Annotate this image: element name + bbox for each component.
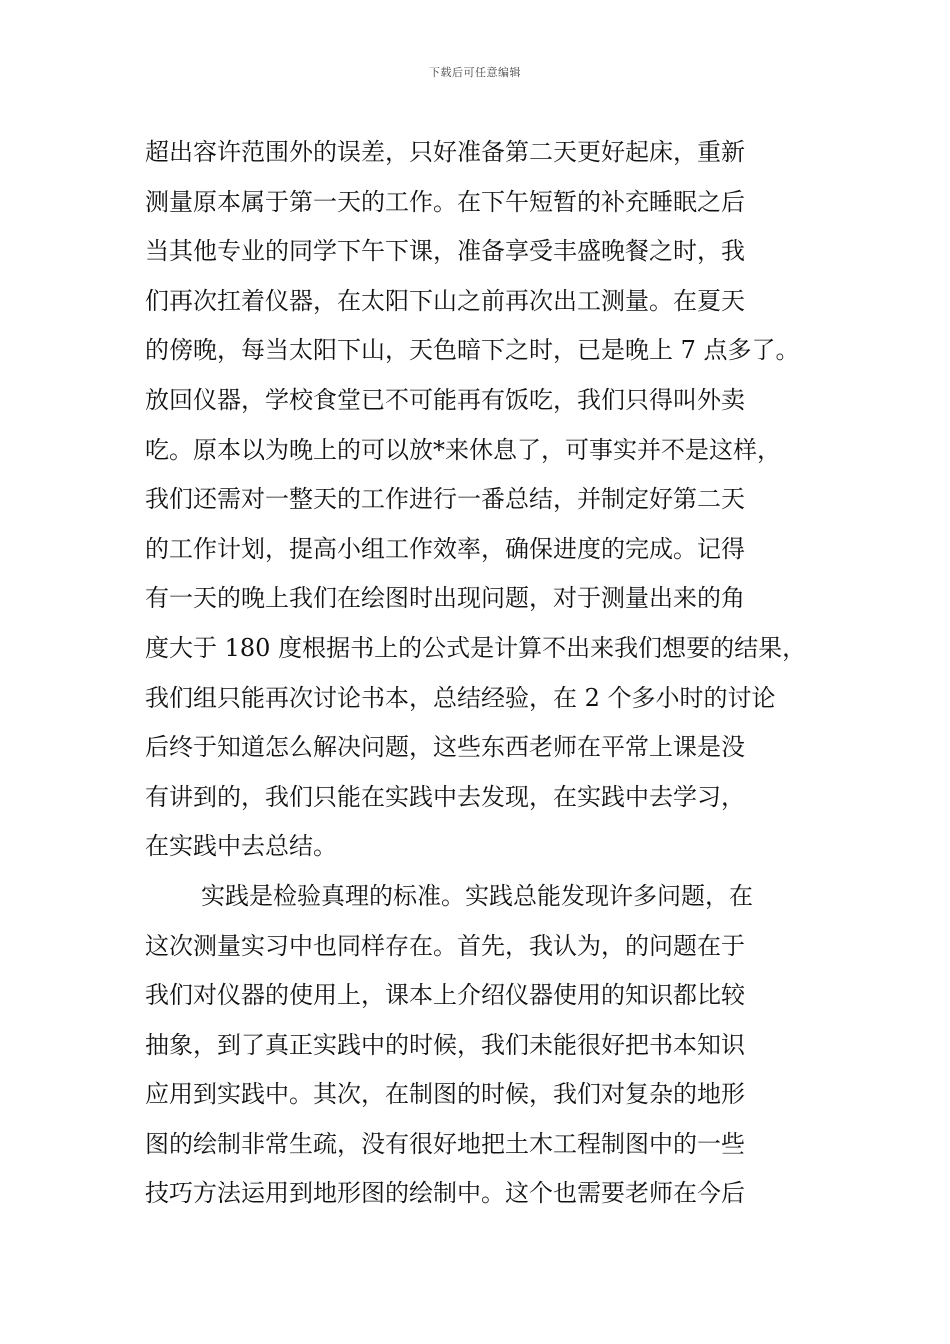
paragraph-1: [145, 128, 815, 872]
text-line: 当其他专业的同学下午下课，准备享受丰盛晚餐之时，我: [145, 237, 745, 266]
text-line: 图的绘制非常生疏，没有很好地把土木工程制图中的一些: [145, 1129, 745, 1158]
text-line: 在实践中去总结。: [145, 832, 337, 861]
text-line: 度大于 180 度根据书上的公式是计算不出来我们想要的结果，: [145, 633, 807, 662]
text-line: 我们还需对一整天的工作进行一番总结，并制定好第二天: [145, 485, 745, 514]
text-line: 测量原本属于第一天的工作。在下午短暂的补充睡眠之后: [145, 187, 745, 216]
text-line: 技巧方法运用到地形图的绘制中。这个也需要老师在今后: [145, 1179, 745, 1208]
text-line: 抽象，到了真正实践中的时候，我们未能很好把书本知识: [145, 1030, 745, 1059]
text-line: 我们对仪器的使用上，课本上介绍仪器使用的知识都比较: [145, 981, 745, 1010]
text-line: 后终于知道怎么解决问题，这些东西老师在平常上课是没: [145, 733, 745, 762]
text-line: 放回仪器，学校食堂已不可能再有饭吃，我们只得叫外卖: [145, 385, 745, 414]
page-header: 下载后可任意编辑: [429, 66, 521, 79]
text-line: 的工作计划，提高小组工作效率，确保进度的完成。记得: [145, 534, 745, 563]
text-line: 实践是检验真理的标准。实践总能发现许多问题，在: [201, 881, 753, 910]
paragraph-2: [145, 872, 815, 1219]
text-line: 应用到实践中。其次，在制图的时候，我们对复杂的地形: [145, 1080, 745, 1109]
text-line: 的傍晚，每当太阳下山，天色暗下之时，已是晚上 7 点多了。: [145, 336, 800, 365]
text-line: 有一天的晚上我们在绘图时出现问题，对于测量出来的角: [145, 584, 745, 613]
text-line: 超出容许范围外的误差，只好准备第二天更好起床，重新: [145, 138, 745, 166]
text-line: 我们组只能再次讨论书本，总结经验，在 2 个多小时的讨论: [145, 683, 776, 712]
text-line: 这次测量实习中也同样存在。首先，我认为，的问题在于: [145, 931, 745, 960]
text-line: 们再次扛着仪器，在太阳下山之前再次出工测量。在夏天: [145, 286, 745, 315]
document-body: [145, 128, 815, 1219]
text-line: 吃。原本以为晚上的可以放*来休息了，可事实并不是这样，: [145, 435, 781, 464]
text-line: 有讲到的，我们只能在实践中去发现，在实践中去学习，: [145, 782, 745, 811]
